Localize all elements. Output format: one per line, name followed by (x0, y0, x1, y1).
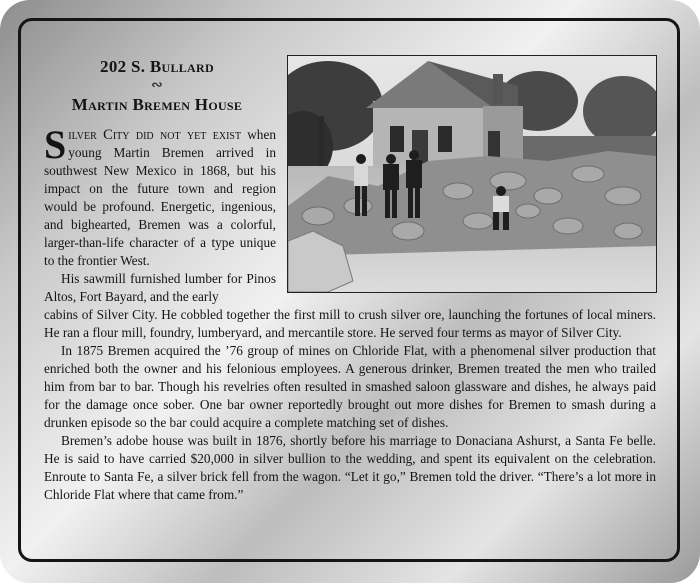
plaque-heading (34, 56, 280, 116)
para2-end: cabins of Silver City. He cobbled together the first mill to crush silver ore, launching the fortunes of local miners. He ran a flour mill, foundry, lumberyard, and mercantile store. He served four terms as mayor of Silver City. (44, 307, 656, 340)
intro-text (44, 122, 276, 306)
photo-illustration (288, 56, 656, 292)
para3: In 1875 Bremen acquired the ’76 group of mines on Chloride Flat, with a phenomenal silver production that enriched both the owner and his felonious employees. A generous drinker, Bremen treated the men who trailed him from bar to bar. Though his revelries often resulted in smashed saloon glassware and dishes, he always paid for the damage once sober. One bar owner reportedly brought out more dishes for Bremen to smash during a drunken episode so the bar could acquire a complete matching set of dishes. (44, 343, 656, 430)
body-text (44, 306, 656, 504)
ornament-icon: ∾ (151, 78, 163, 93)
intro-lead: ilver City did not yet exist (68, 127, 242, 143)
house-title: Martin Bremen House (71, 95, 243, 114)
para4: Bremen’s adobe house was built in 1876, shortly before his marriage to Donaciana Ashurst, a Santa Fe belle. He is said to have carried $20,000 in silver bullion to the wedding, and spent its equivalent on the celebration. Enroute to Santa Fe, a silver brick fell from the wagon. “Let it go,” Bremen told the driver. “There’s a lot more in Chloride Flat where that came from.” (44, 433, 656, 502)
drop-cap: S (44, 122, 67, 167)
intro-rest: when young Martin Bremen arrived in southwest New Mexico in 1868, but his impact on the future town and region would be profound. Energetic, ingenious, and bighearted, Bremen was a colorful, larger-than-life character of a type unique to the frontier West. (44, 127, 276, 268)
para2-start: His sawmill furnished lumber for Pinos Altos, Fort Bayard, and the early (44, 271, 276, 304)
historic-photograph (287, 55, 657, 293)
address-title: 202 S. Bullard (100, 57, 214, 76)
